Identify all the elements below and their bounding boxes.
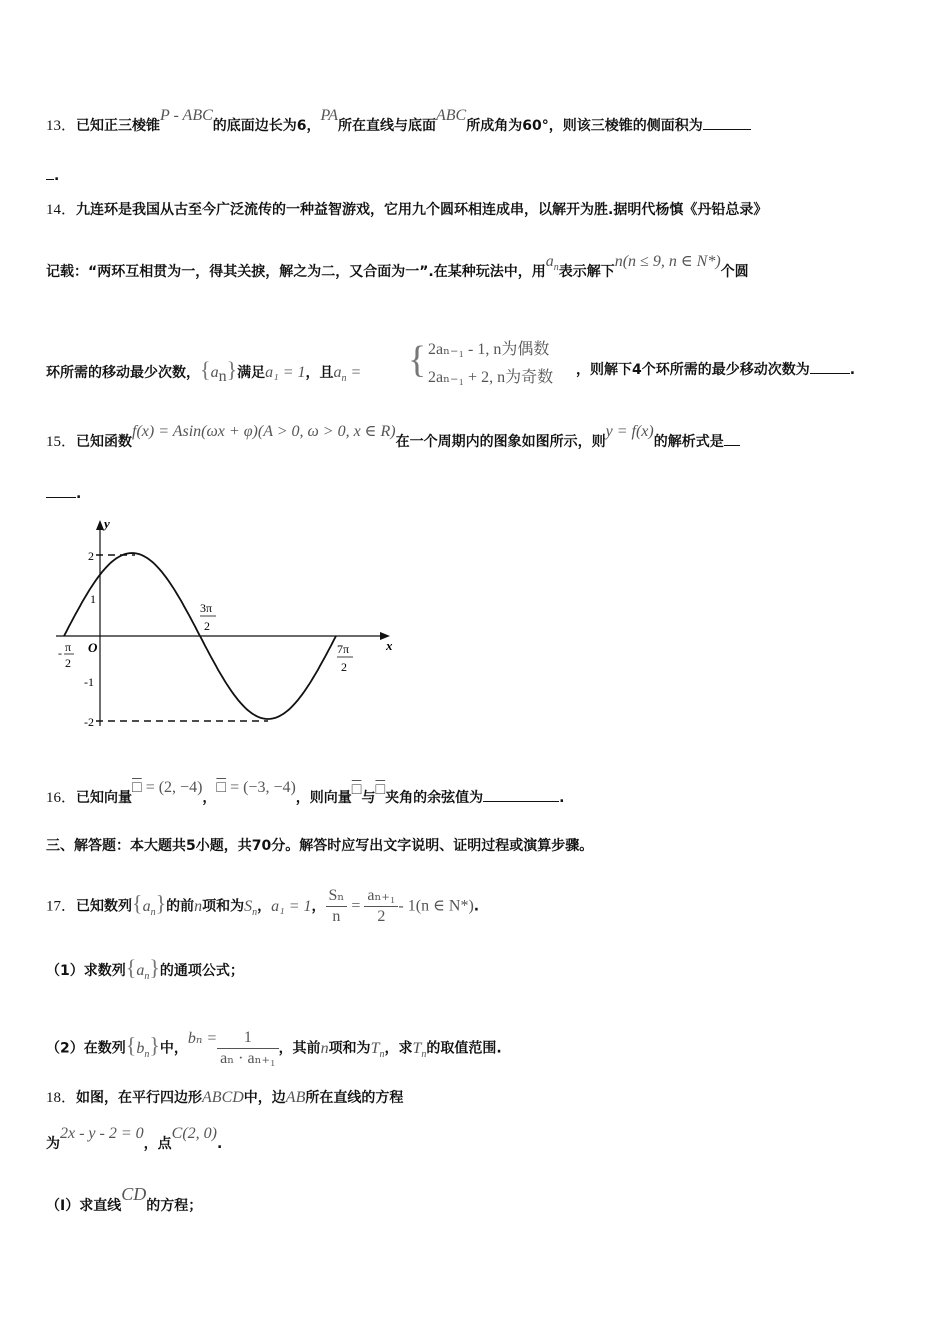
q17-text5: ， [311,898,326,915]
q13-text2: 的底面边长为6， [212,118,321,134]
q14-math-an-def: $a_n$ = [333,364,362,385]
q18-math-abcd: ABCD [202,1089,244,1106]
y-tick-2: 2 [88,549,94,563]
q14-text-line1: 九连环是我国从古至今广泛流传的一种益智游戏，它用九个圆环相连成串，以解开为胜.据明代杨慎《丹铅总录》 [76,202,768,218]
q17-part1: （1）求数列$\{a_n\}$的通项公式； [46,955,244,983]
q18-math-ab: AB [285,1089,306,1106]
sine-graph [50,512,410,738]
q13-line2 [46,166,59,186]
q16-text2: ，则向量 [295,790,352,806]
q17-part2: （2）在数列$\{b_n\}$中，bₙ = $\frac{1}{\text{aₙ · aₙ₊₁}}$ ，其前n项和为$T_n$，求$T_n$的取值范围. [46,1029,502,1067]
q17-number: 17． [46,898,77,915]
q18-line2 [46,1125,223,1154]
q17-part2-label: （2）在数列 [46,1040,126,1057]
q14-answer-blank[interactable] [810,361,850,374]
q15-text2: 在一个周期内的图象如图所示，则 [395,434,606,450]
q16-vector-a: □ = (2, −4) [132,779,203,796]
q18-number: 18． [46,1090,77,1106]
q13-math-pa: PA [320,107,338,124]
q16-sep: ， [202,790,217,806]
q16-text4: 夹角的余弦值为 [385,790,484,806]
q18-part1-tail: 的方程； [146,1198,203,1214]
q14-text3: 个圆 [720,264,749,280]
q18-text2: 中，边 [243,1090,286,1106]
q16-tail: . [559,790,565,806]
q18-text4: 为 [46,1136,60,1152]
q14-line2 [46,253,749,288]
q17-math-rest: - 1(n ∈ N*) [398,897,474,915]
q14-math-a1: a₁ = 1 [265,364,306,381]
q17-math-n: n [194,897,203,915]
section-heading: 三、解答题：本大题共5小题，共70分。解答时应写出文字说明、证明过程或演算步骤。 [46,838,594,854]
q14-text7: ，则解下4个环所需的最少移动次数为 [576,362,810,378]
q14-line3b [576,360,855,380]
y-axis-label: y [104,516,110,531]
q18-text3: 所在直线的方程 [305,1090,404,1106]
q13-math-pabc: P - ABC [160,107,213,124]
q15-math-function: f(x) = Asin(ωx + φ)(A > 0, ω > 0, x ∈ R) [132,423,396,440]
q13-answer-blank-cont[interactable] [46,167,54,180]
q14-line3: 环所需的移动最少次数，$\{a_n\}$满足a₁ = 1，且$a_n$ = [46,357,362,385]
q16-vector-b: □ = (−3, −4) [216,779,296,796]
x-tick-neg-pi-half-num: π [65,640,72,654]
q13-text3: 所在直线与底面 [338,118,436,134]
q17-text2: 的前 [166,898,195,915]
y-tick-neg1: -1 [84,675,94,689]
q13-tail: . [54,168,60,184]
q13-text1: 已知正三棱锥 [76,118,161,134]
x-tick-neg-pi-half-sign: - [58,646,62,660]
q17-part2-t2: 项和为 [328,1040,371,1057]
q15-math-yfx: y = f(x) [605,423,654,440]
x-tick-3pi-half-den: 2 [204,619,210,633]
q18-text1: 如图，在平行四边形 [76,1090,203,1106]
q17-math-bn: bₙ = [187,1029,218,1047]
q14-text2: 表示解下 [558,264,615,280]
q18-part1-label: （Ⅰ）求直线 [46,1198,122,1214]
q17-text1: 已知数列 [76,898,133,915]
q14-math-seq: a [210,364,219,381]
q17-part2-t1: ，其前 [278,1040,321,1057]
q17-part2-t3: ，求 [384,1040,413,1057]
q17-part2-t4: 的取值范围. [426,1040,502,1057]
q14-math-condition: n(n ≤ 9, n ∈ N*) [614,253,721,270]
x-tick-3pi-half-num: 3π [200,601,213,615]
x-tick-neg-pi-half-den: 2 [65,656,71,670]
q15-line1 [46,423,740,452]
q16-line: 16．已知向量□ = (2, −4)，□ = (−3, −4)，则向量□与□夹角的余弦值为 . [46,779,565,806]
q17-part1-label: （1）求数列 [46,963,126,979]
y-axis-arrow [96,520,104,530]
q14-seq-brace: { [200,357,211,382]
q15-answer-blank-cont[interactable] [46,485,76,498]
q14-text6: ，且 [305,365,334,381]
x-tick-7pi-half-num: 7π [337,642,350,656]
q18-tail: . [216,1136,223,1152]
q15-number: 15． [46,434,77,450]
q13-text4: 所成角为60°，则该三棱锥的侧面积为 [466,118,703,134]
q14-tail: . [849,362,856,378]
q14-case1: 2aₙ₋₁ - 1, n为偶数 [428,341,550,358]
q16-answer-blank[interactable] [483,789,559,802]
q13-math-abc: ABC [436,107,467,124]
q17-math-a1: a₁ = 1 [271,897,312,915]
q17-frac-bn: $\frac{1}{\text{aₙ · aₙ₊₁}}$ [217,1028,278,1069]
q13-number: 13． [46,118,77,134]
q18-part1 [46,1184,203,1216]
q14-text4: 环所需的移动最少次数， [46,365,200,381]
q17-text3: 项和为 [202,898,245,915]
q14-text5: 满足 [237,365,266,381]
x-axis-label: x [386,638,393,653]
q18-math-cd: CD [121,1184,147,1204]
q15-text3: 的解析式是 [653,434,724,450]
y-tick-neg2: -2 [84,715,94,729]
x-tick-7pi-half-den: 2 [341,660,347,674]
q17-text4: ， [257,898,272,915]
q15-tail: . [76,486,82,502]
q14-number: 14． [46,202,77,218]
q13-line1 [46,107,751,136]
q16-number: 16． [46,790,77,806]
q17-tail: . [473,898,480,915]
q17-frac-an1-2: $\frac{\text{aₙ₊₁}}{2}$ [364,886,398,927]
q13-answer-blank[interactable] [703,117,751,130]
q15-answer-blank[interactable] [724,433,740,446]
q16-text3: 与 [361,790,376,806]
q17-frac-sn-n: $\frac{\text{Sₙ}}{n}$ [326,886,348,927]
q17-part1-tail: 的通项公式； [159,963,244,979]
q14-text1: 记载：“两环互相贯为一，得其关捩，解之为二，又合面为一”.在某种玩法中，用 [46,264,546,280]
q14-case2: 2aₙ₋₁ + 2, n为奇数 [428,369,554,386]
origin-label: O [88,640,98,655]
q14-line1 [46,200,767,220]
y-tick-1: 1 [90,592,96,606]
q17-part2-mid: 中， [159,1040,188,1057]
q15-text1: 已知函数 [76,434,133,450]
q17-math-sn: $S_n$ [244,897,258,918]
q17-line: 17．已知数列$\{a_n\}$的前n项和为$S_n$，a₁ = 1， $\frac{\text{Sₙ}}{n}$ = $\frac{\text{aₙ₊₁}}{2}$ - 1(n ∈ N*). [46,887,480,925]
q14-math-an: $a_n$ [545,253,559,274]
q18-math-line-eq: 2x - y - 2 = 0 [60,1125,144,1142]
q18-math-point-c: C(2, 0) [171,1125,217,1142]
q18-text5: ，点 [143,1136,172,1152]
q15-line2 [46,484,81,504]
q18-line1 [46,1088,403,1108]
q16-text1: 已知向量 [76,790,133,806]
